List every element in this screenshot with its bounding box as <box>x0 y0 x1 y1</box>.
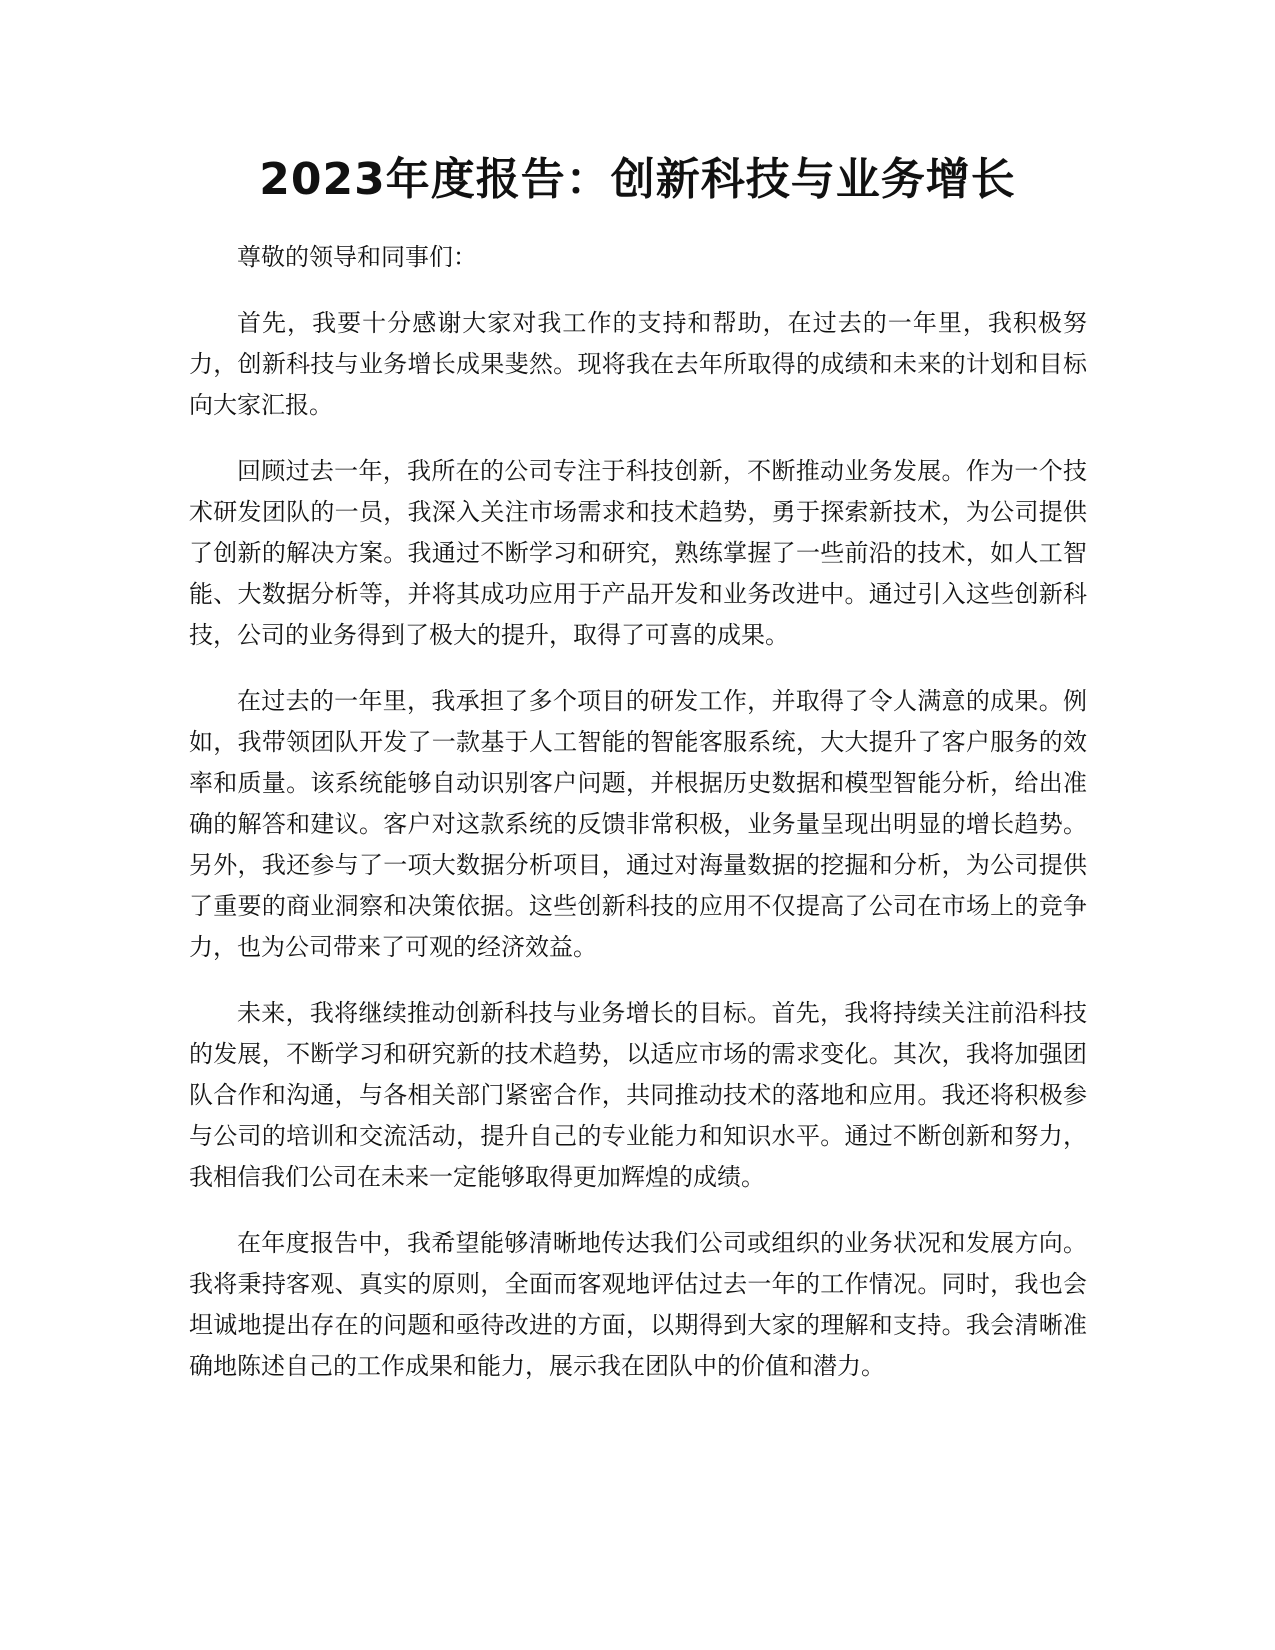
paragraph-projects: 在过去的一年里，我承担了多个项目的研发工作，并取得了令人满意的成果。例如，我带领团队开发了一款基于人工智能的智能客服系统，大大提升了客户服务的效率和质量。该系统能够自动识别客户问题，并根据历史数据和模型智能分析，给出准确的解答和建议。客户对这款系统的反馈非常积极，业务量呈现出明显的增长趋势。另外，我还参与了一项大数据分析项目，通过对海量数据的挖掘和分析，为公司提供了重要的商业洞察和决策依据。这些创新科技的应用不仅提高了公司在市场上的竞争力，也为公司带来了可观的经济效益。 <box>189 687 1087 961</box>
paragraph-review: 回顾过去一年，我所在的公司专注于科技创新，不断推动业务发展。作为一个技术研发团队的一员，我深入关注市场需求和技术趋势，勇于探索新技术，为公司提供了创新的解决方案。我通过不断学习和研究，熟练掌握了一些前沿的技术，如人工智能、大数据分析等，并将其成功应用于产品开发和业务改进中。通过引入这些创新科技，公司的业务得到了极大的提升，取得了可喜的成果。 <box>189 457 1087 649</box>
paragraph-intro: 首先，我要十分感谢大家对我工作的支持和帮助，在过去的一年里，我积极努力，创新科技与业务增长成果斐然。现将我在去年所取得的成绩和未来的计划和目标向大家汇报。 <box>189 309 1087 419</box>
paragraph-future: 未来，我将继续推动创新科技与业务增长的目标。首先，我将持续关注前沿科技的发展，不断学习和研究新的技术趋势，以适应市场的需求变化。其次，我将加强团队合作和沟通，与各相关部门紧密合作，共同推动技术的落地和应用。我还将积极参与公司的培训和交流活动，提升自己的专业能力和知识水平。通过不断创新和努力，我相信我们公司在未来一定能够取得更加辉煌的成绩。 <box>189 999 1087 1191</box>
paragraph-commitment: 在年度报告中，我希望能够清晰地传达我们公司或组织的业务状况和发展方向。我将秉持客观、真实的原则，全面而客观地评估过去一年的工作情况。同时，我也会坦诚地提出存在的问题和亟待改进的方面，以期得到大家的理解和支持。我会清晰准确地陈述自己的工作成果和能力，展示我在团队中的价值和潜力。 <box>189 1229 1087 1380</box>
paragraph-greeting: 尊敬的领导和同事们： <box>237 243 477 271</box>
document-body <box>189 237 1087 1412</box>
document-title: 2023年度报告：创新科技与业务增长 <box>259 154 1016 205</box>
